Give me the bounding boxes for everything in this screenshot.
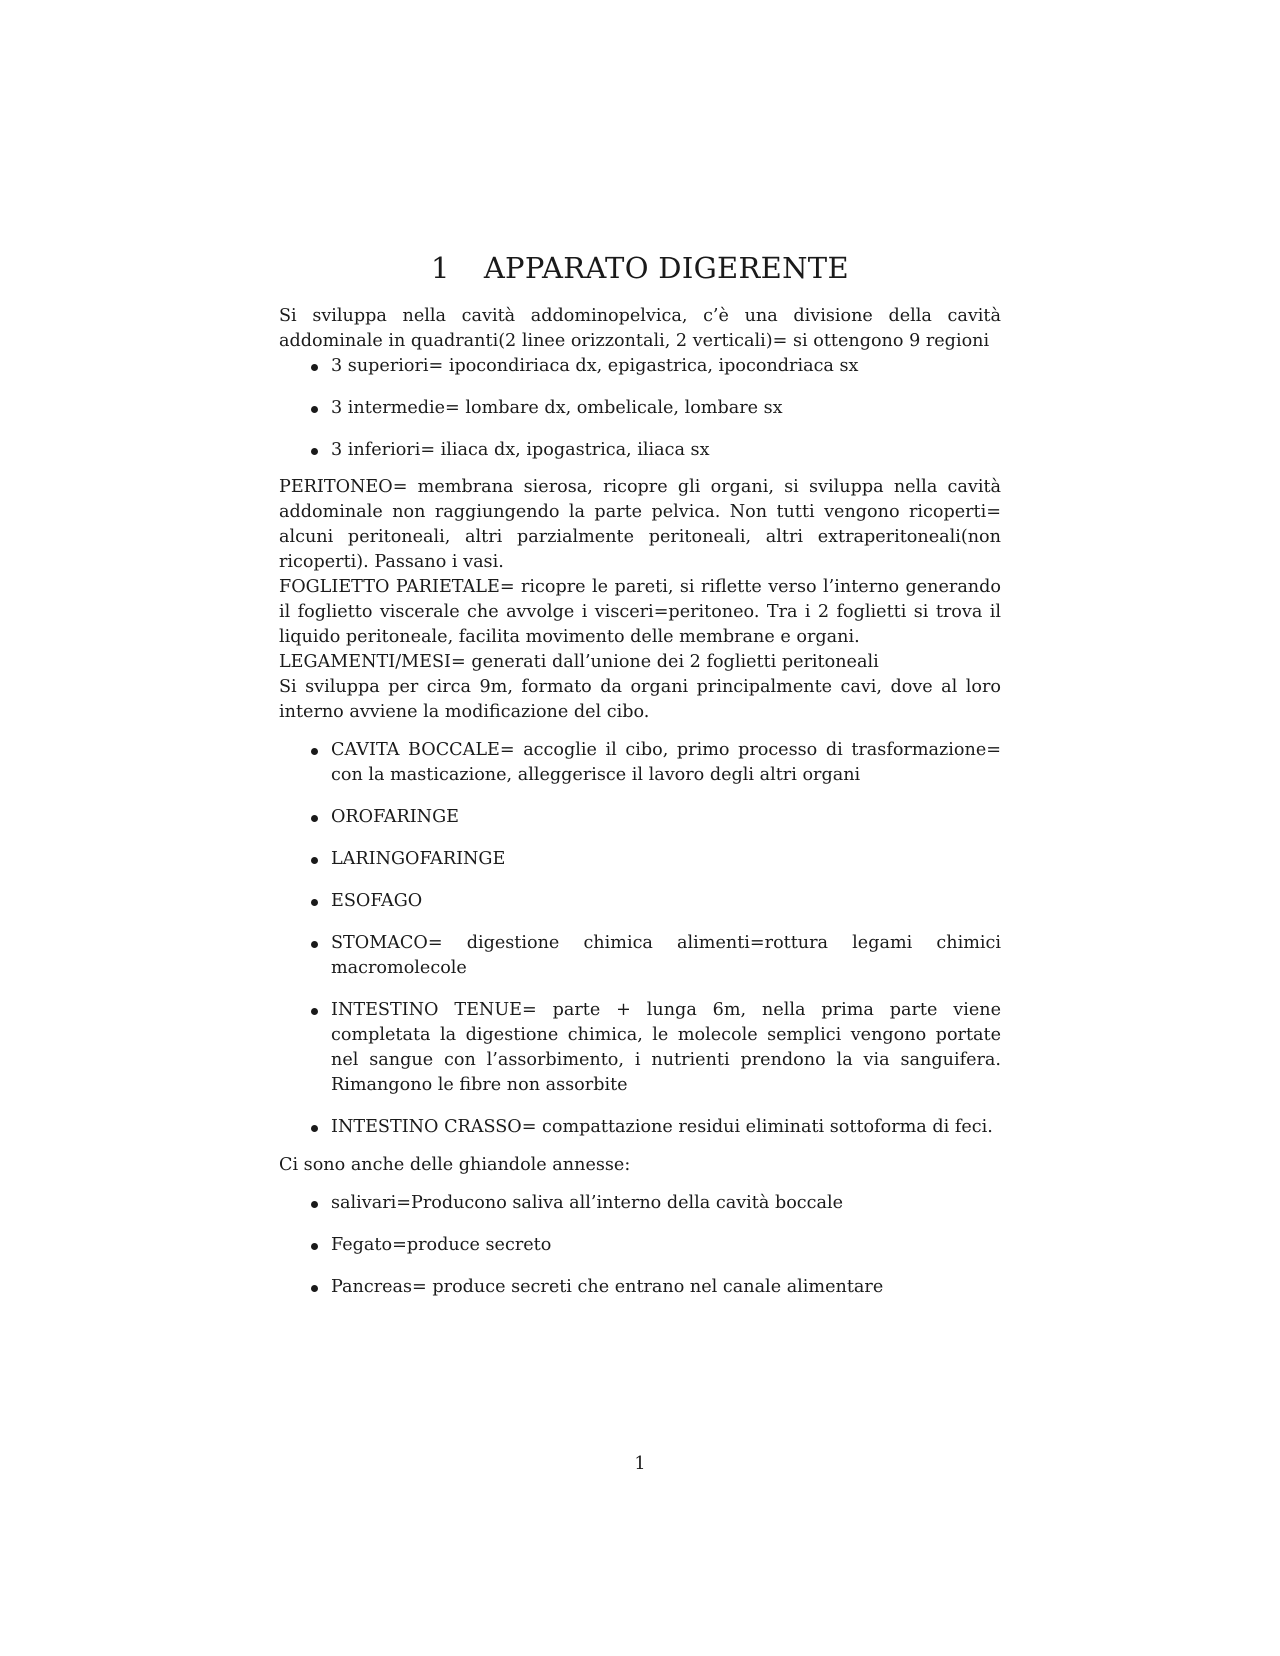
list-item-text: 3 superiori= ipocondiriaca dx, epigastrica, ipocondriaca sx	[331, 356, 859, 376]
list-item	[279, 738, 1001, 788]
bullet-icon	[311, 1201, 318, 1208]
list-item	[279, 847, 1001, 872]
glands-intro-paragraph: Ci sono anche delle ghiandole annesse:	[279, 1155, 631, 1175]
peritoneo-paragraph: PERITONEO= membrana sierosa, ricopre gli organi, si sviluppa nella cavità addominale non raggiungendo la parte pelvica. Non tutti vengono ricoperti= alcuni peritoneali, altri parzialmente peritoneali, altri extraperitoneali(non ricoperti). Passano i vasi.	[279, 477, 1001, 572]
list-item-text: 3 inferiori= iliaca dx, ipogastrica, iliaca sx	[331, 440, 710, 460]
list-item-text: INTESTINO CRASSO= compattazione residui eliminati sottoforma di feci.	[331, 1117, 993, 1137]
bullet-icon	[311, 406, 318, 413]
list-item	[279, 354, 1001, 379]
list-item	[279, 805, 1001, 830]
bullet-icon	[311, 1243, 318, 1250]
foglietto-paragraph: FOGLIETTO PARIETALE= ricopre le pareti, si riflette verso l’interno generando il foglietto viscerale che avvolge i visceri=peritoneo. Tra i 2 foglietti si trova il liquido peritoneale, facilita movimento delle membrane e organi.	[279, 577, 1001, 647]
list-item-text: STOMACO= digestione chimica alimenti=rottura legami chimici macromolecole	[331, 933, 1001, 978]
bullet-icon	[311, 899, 318, 906]
list-item-text: salivari=Producono saliva all’interno della cavità boccale	[331, 1193, 844, 1213]
list-item-text: CAVITA BOCCALE= accoglie il cibo, primo processo di trasformazione= con la masticazione, alleggerisce il lavoro degli altri organi	[331, 740, 1001, 785]
bullet-icon	[311, 448, 318, 455]
list-item	[279, 998, 1001, 1098]
list-item	[279, 438, 1001, 463]
bullet-icon	[311, 1285, 318, 1292]
list-item	[279, 1233, 1001, 1258]
intro-paragraph: Si sviluppa nella cavità addominopelvica, c’è una divisione della cavità addominale in quadranti(2 linee orizzontali, 2 verticali)= si ottengono 9 regioni	[279, 306, 1001, 351]
bullet-icon	[311, 1008, 318, 1015]
sviluppo-paragraph: Si sviluppa per circa 9m, formato da organi principalmente cavi, dove al loro interno avviene la modificazione del cibo.	[279, 677, 1001, 722]
page-number: 1	[634, 1454, 646, 1474]
list-item-text: Fegato=produce secreto	[331, 1235, 552, 1255]
list-item-text: 3 intermedie= lombare dx, ombelicale, lombare sx	[331, 398, 783, 418]
bullet-icon	[311, 748, 318, 755]
list-item	[279, 396, 1001, 421]
bullet-icon	[311, 1125, 318, 1132]
list-item	[279, 1115, 1001, 1140]
list-item-text: ESOFAGO	[331, 891, 423, 911]
glands-list	[279, 1191, 1001, 1300]
list-item-text: Pancreas= produce secreti che entrano nel canale alimentare	[331, 1277, 884, 1297]
section-title: APPARATO DIGERENTE	[483, 251, 849, 285]
legamenti-paragraph: LEGAMENTI/MESI= generati dall’unione dei 2 foglietti peritoneali	[279, 652, 879, 672]
section-heading	[279, 250, 1001, 286]
list-item	[279, 1275, 1001, 1300]
list-item-text: OROFARINGE	[331, 807, 459, 827]
section-number: 1	[431, 251, 450, 285]
bullet-icon	[311, 857, 318, 864]
bullet-icon	[311, 941, 318, 948]
bullet-icon	[311, 815, 318, 822]
list-item	[279, 1191, 1001, 1216]
list-item-text: LARINGOFARINGE	[331, 849, 506, 869]
page-content	[279, 250, 1001, 1313]
list-item-text: INTESTINO TENUE= parte + lunga 6m, nella prima parte viene completata la digestione chimica, le molecole semplici vengono portate nel sangue con l’assorbimento, i nutrienti prendono la via sanguifera. Rimangono le fibre non assorbite	[331, 1000, 1001, 1095]
bullet-icon	[311, 364, 318, 371]
regions-list	[279, 354, 1001, 463]
organs-list	[279, 738, 1001, 1140]
list-item	[279, 931, 1001, 981]
list-item	[279, 889, 1001, 914]
